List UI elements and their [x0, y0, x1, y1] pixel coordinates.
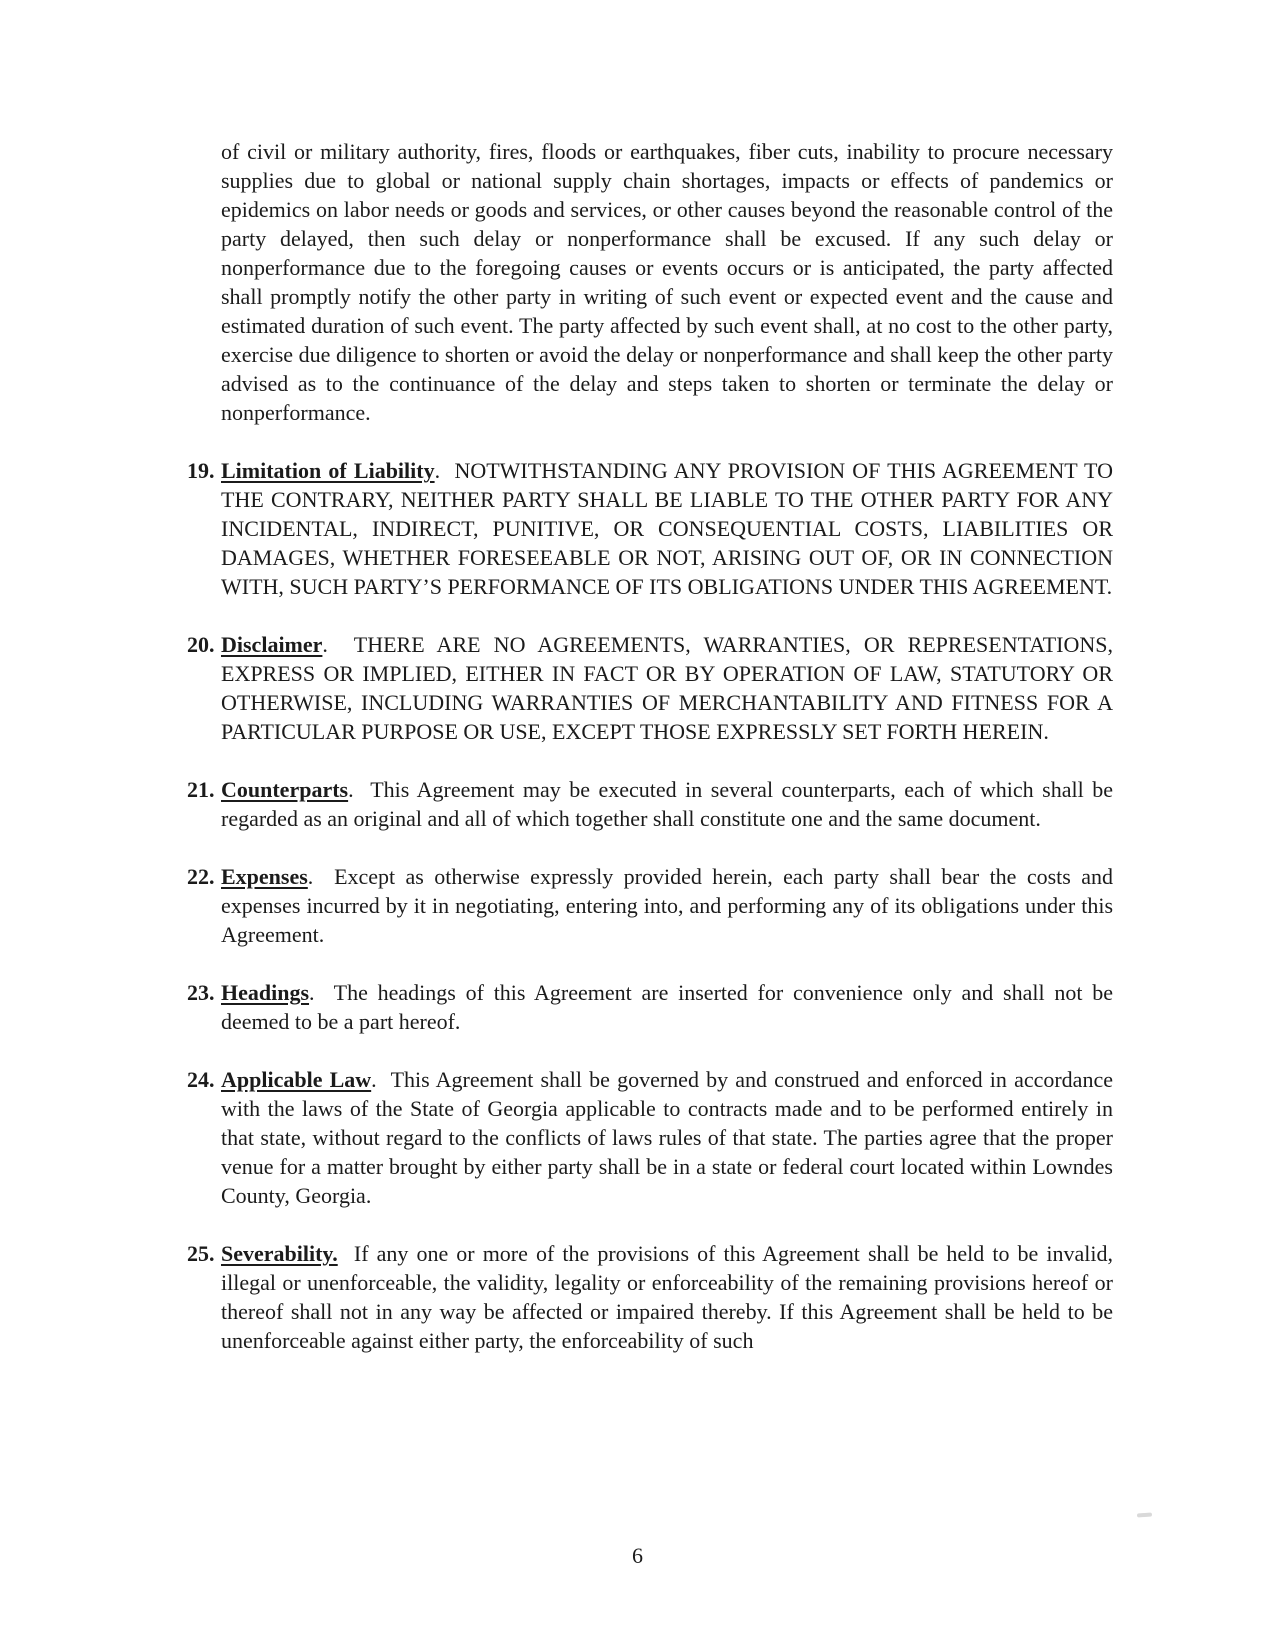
section-body	[221, 456, 1113, 601]
section-text: THERE ARE NO AGREEMENTS, WARRANTIES, OR REPRESENTATIONS, EXPRESS OR IMPLIED, EITHER IN FACT OR BY OPERATION OF LAW, STATUTORY OR OTHERWISE, INCLUDING WARRANTIES OF MERCHANTABILITY AND FITNESS FOR A PARTICULAR PURPOSE OR USE, EXCEPT THOSE EXPRESSLY SET FORTH HEREIN.	[221, 632, 1113, 744]
heading-separator: .	[348, 777, 371, 802]
document-content	[187, 137, 1113, 1355]
heading-separator: .	[322, 632, 354, 657]
section-text: This Agreement may be executed in several counterparts, each of which shall be regarded as an original and all of which together shall constitute one and the same document.	[221, 777, 1113, 831]
scan-artifact	[1137, 1512, 1152, 1517]
section-body	[221, 630, 1113, 746]
heading-separator: .	[309, 980, 334, 1005]
section-text: This Agreement shall be governed by and construed and enforced in accordance with the laws of the State of Georgia applicable to contracts made and to be performed entirely in that state, without regard to the conflicts of laws rules of that state. The parties agree that the proper venue for a matter brought by either party shall be in a state or federal court located within Lowndes County, Georgia.	[221, 1067, 1113, 1208]
section-number: 23.	[187, 980, 215, 1005]
section-number: 24.	[187, 1067, 215, 1092]
heading-separator: .	[434, 458, 455, 483]
section-heading: Severability.	[221, 1241, 338, 1266]
section-number: 20.	[187, 632, 215, 657]
section-text: If any one or more of the provisions of this Agreement shall be held to be invalid, illegal or unenforceable, the validity, legality or enforceability of the remaining provisions hereof or thereof shall not in any way be affected or impaired thereby. If this Agreement shall be held to be unenforceable against either party, the enforceability of such	[221, 1241, 1114, 1353]
section-item-24	[187, 1065, 1113, 1210]
section-heading: Counterparts	[221, 777, 349, 802]
section-item-25	[187, 1239, 1113, 1355]
section-body	[221, 978, 1113, 1036]
section-heading: Limitation of Liability	[221, 458, 435, 483]
section-number: 22.	[187, 864, 215, 889]
section-item-22	[187, 862, 1113, 949]
section-text: Except as otherwise expressly provided herein, each party shall bear the costs and expenses incurred by it in negotiating, entering into, and performing any of its obligations under this Agreement.	[221, 864, 1113, 947]
section-heading: Headings	[221, 980, 310, 1005]
section-item-19	[187, 456, 1113, 601]
section-item-23	[187, 978, 1113, 1036]
section-heading: Expenses	[221, 864, 308, 889]
section-item-21	[187, 775, 1113, 833]
section-body	[221, 1065, 1113, 1210]
heading-separator: .	[371, 1067, 391, 1092]
heading-separator	[338, 1241, 354, 1266]
section-number: 25.	[187, 1241, 215, 1266]
heading-separator: .	[307, 864, 335, 889]
section-number: 21.	[187, 777, 215, 802]
section-item-20	[187, 630, 1113, 746]
section-text: NOTWITHSTANDING ANY PROVISION OF THIS AGREEMENT TO THE CONTRARY, NEITHER PARTY SHALL BE LIABLE TO THE OTHER PARTY FOR ANY INCIDENTAL, INDIRECT, PUNITIVE, OR CONSEQUENTIAL COSTS, LIABILITIES OR DAMAGES, WHETHER FORESEEABLE OR NOT, ARISING OUT OF, OR IN CONNECTION WITH, SUCH PARTY’S PERFORMANCE OF ITS OBLIGATIONS UNDER THIS AGREEMENT.	[221, 458, 1113, 599]
section-text: The headings of this Agreement are inserted for convenience only and shall not be deemed to be a part hereof.	[221, 980, 1113, 1034]
section-heading: Applicable Law	[221, 1067, 372, 1092]
section-body	[221, 775, 1113, 833]
page-number: 6	[632, 1543, 643, 1568]
section-number: 19.	[187, 458, 215, 483]
section-body	[221, 862, 1113, 949]
continuation-paragraph: of civil or military authority, fires, floods or earthquakes, fiber cuts, inability to procure necessary supplies due to global or national supply chain shortages, impacts or effects of pandemics or epidemics on labor needs or goods and services, or other causes beyond the reasonable control of the party delayed, then such delay or nonperformance shall be excused. If any such delay or nonperformance due to the foregoing causes or events occurs or is anticipated, the party affected shall promptly notify the other party in writing of such event or expected event and the cause and estimated duration of such event. The party affected by such event shall, at no cost to the other party, exercise due diligence to shorten or avoid the delay or nonperformance and shall keep the other party advised as to the continuance of the delay and steps taken to shorten or terminate the delay or nonperformance.	[221, 139, 1113, 425]
section-heading: Disclaimer	[221, 632, 323, 657]
section-body	[221, 1239, 1113, 1355]
